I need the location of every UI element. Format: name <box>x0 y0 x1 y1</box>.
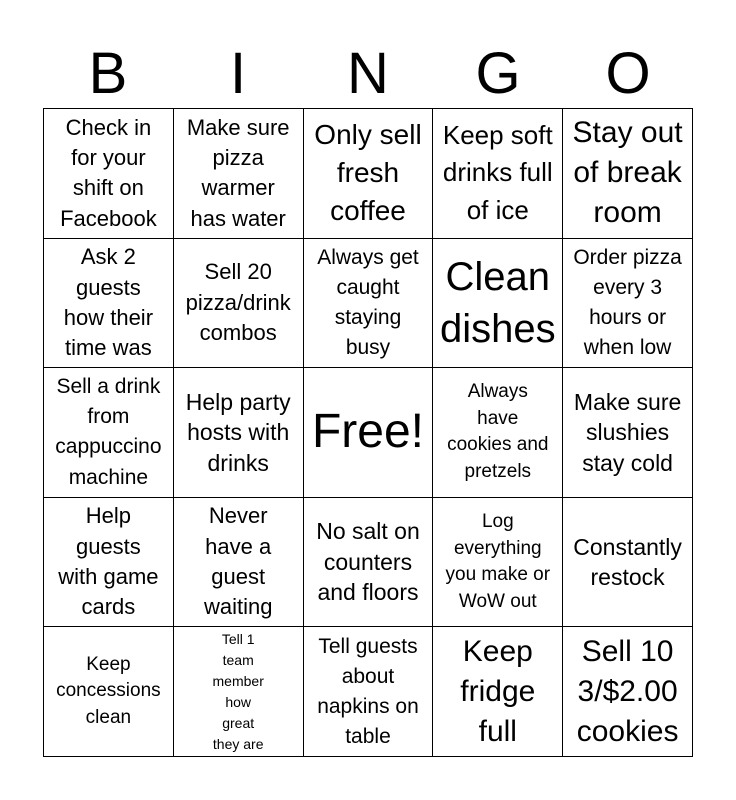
bingo-cell-r1c5[interactable] <box>563 109 693 239</box>
bingo-cell-r2c3[interactable] <box>304 239 434 369</box>
bingo-cell-r3c4[interactable] <box>433 368 563 498</box>
bingo-cell-r5c3[interactable] <box>304 627 434 757</box>
cell-text: Keep soft drinks full of ice <box>442 119 553 226</box>
bingo-cell-r1c1[interactable] <box>44 109 174 239</box>
bingo-grid <box>43 108 693 757</box>
cell-text: Always get caught staying busy <box>317 245 419 359</box>
header-letter-i: I <box>229 41 247 106</box>
bingo-cell-free[interactable] <box>304 368 434 498</box>
cell-text: Clean dishes <box>439 254 556 351</box>
bingo-cell-r4c1[interactable] <box>44 498 174 628</box>
cell-text: Stay out of break room <box>572 116 683 230</box>
bingo-cell-r4c5[interactable] <box>563 498 693 628</box>
bingo-cell-r4c2[interactable] <box>174 498 304 628</box>
cell-text: Ask 2 guests how their time was <box>63 244 154 361</box>
bingo-cell-r5c5[interactable] <box>563 627 693 757</box>
header-letter-b: B <box>88 41 128 106</box>
cell-text: Always have cookies and pretzels <box>447 381 549 483</box>
cell-text: Tell 1 team member how great they are <box>212 630 264 752</box>
bingo-cell-r3c2[interactable] <box>174 368 304 498</box>
bingo-cell-r5c2[interactable] <box>174 627 304 757</box>
cell-text: Sell 10 3/$2.00 cookies <box>576 634 679 748</box>
bingo-header <box>43 40 693 108</box>
bingo-cell-r5c4[interactable] <box>433 627 563 757</box>
cell-text: Sell a drink from cappuccino machine <box>55 375 162 489</box>
bingo-cell-r3c1[interactable] <box>44 368 174 498</box>
bingo-cell-r2c2[interactable] <box>174 239 304 369</box>
header-letter-g: G <box>475 41 521 106</box>
cell-text: Log everything you make or WoW out <box>445 510 551 612</box>
bingo-cell-r2c5[interactable] <box>563 239 693 369</box>
header-letter-o: O <box>605 41 651 106</box>
bingo-cell-r1c3[interactable] <box>304 109 434 239</box>
free-space-text: Free! <box>311 405 424 459</box>
header-letter-n: N <box>347 41 389 106</box>
cell-text: Help guests with game cards <box>58 503 159 620</box>
cell-text: Make sure pizza warmer has water <box>186 114 290 231</box>
bingo-cell-r2c1[interactable] <box>44 239 174 369</box>
bingo-cell-r3c5[interactable] <box>563 368 693 498</box>
bingo-cell-r1c2[interactable] <box>174 109 304 239</box>
cell-text: Make sure slushies stay cold <box>573 388 682 476</box>
cell-text: Check in for your shift on Facebook <box>60 114 157 231</box>
cell-text: No salt on counters and floors <box>316 518 420 606</box>
bingo-cell-r5c1[interactable] <box>44 627 174 757</box>
cell-text: Help party hosts with drinks <box>185 388 291 476</box>
bingo-cell-r4c4[interactable] <box>433 498 563 628</box>
cell-text: Only sell fresh coffee <box>314 119 422 227</box>
bingo-cell-r2c4[interactable] <box>433 239 563 369</box>
cell-text: Constantly restock <box>573 533 682 591</box>
cell-text: Sell 20 pizza/drink combos <box>185 259 291 346</box>
cell-text: Never have a guest waiting <box>203 503 273 620</box>
bingo-cell-r4c3[interactable] <box>304 498 434 628</box>
cell-text: Keep fridge full <box>460 634 536 748</box>
cell-text: Order pizza every 3 hours or when low <box>573 245 682 359</box>
bingo-cell-r1c4[interactable] <box>433 109 563 239</box>
cell-text: Keep concessions clean <box>56 653 161 728</box>
cell-text: Tell guests about napkins on table <box>317 634 419 748</box>
